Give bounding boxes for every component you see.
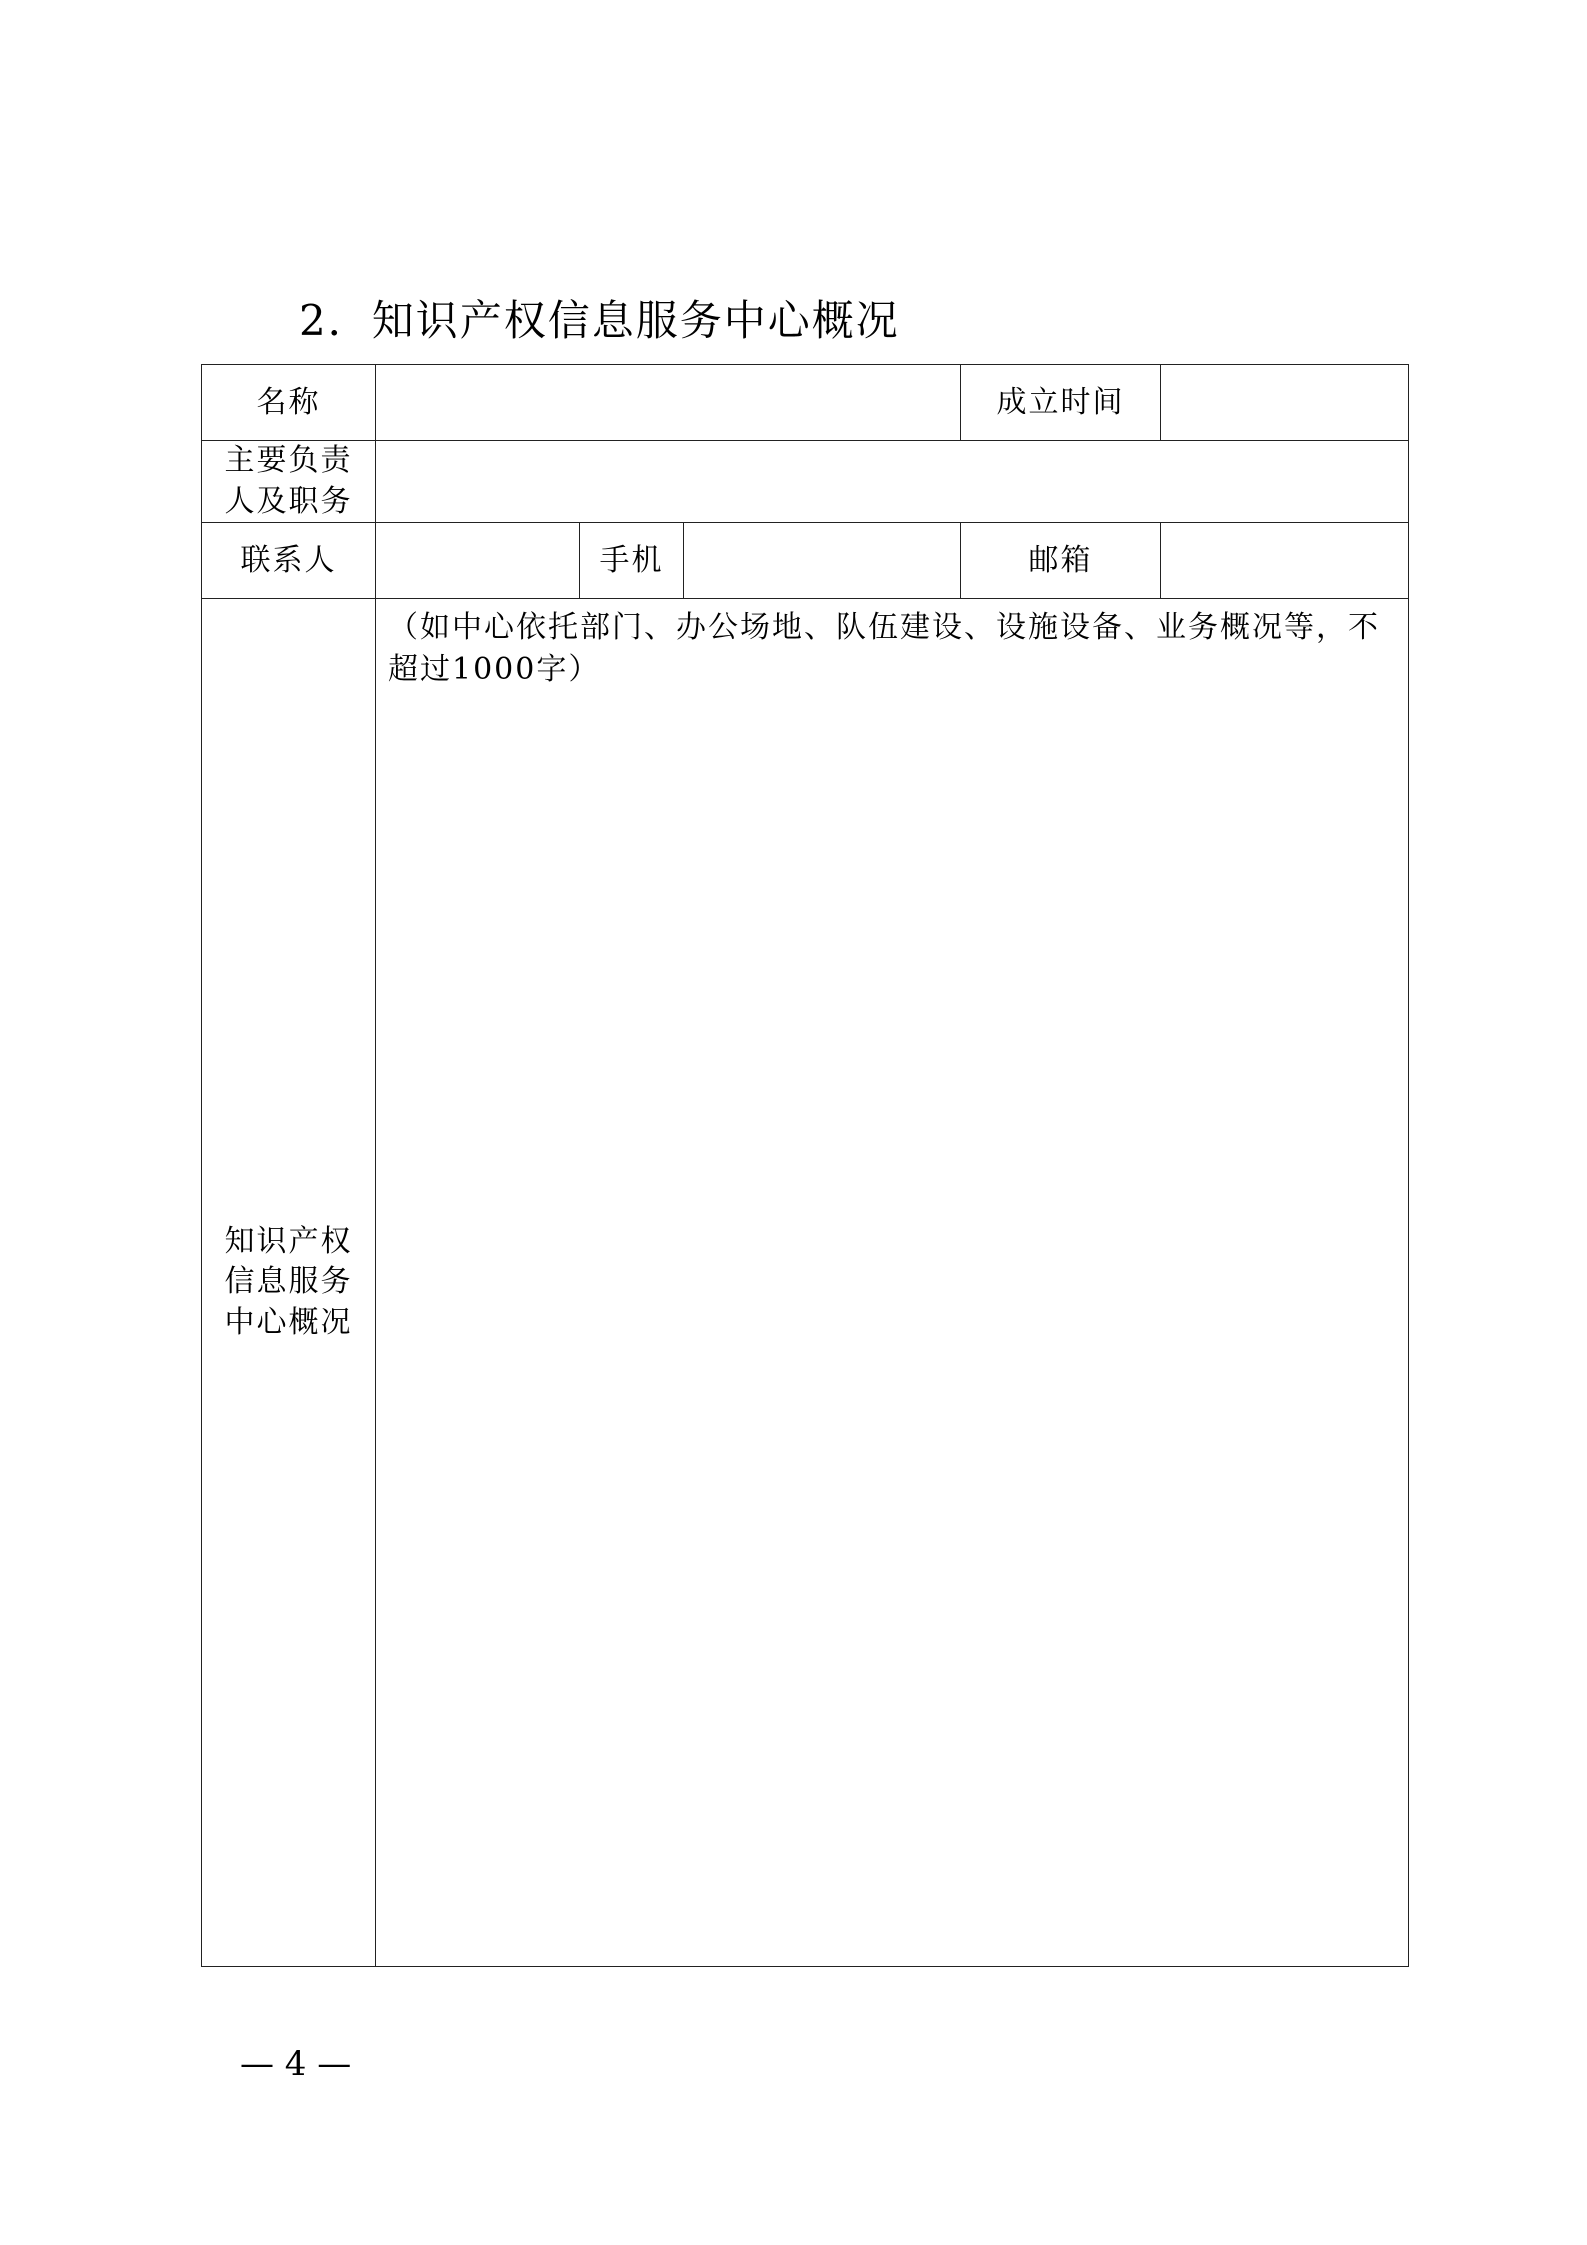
overview-label-line2: 信息服务 — [224, 1264, 353, 1300]
contact-input-cell[interactable] — [376, 523, 580, 599]
email-label: 邮箱 — [961, 523, 1161, 599]
email-input-cell[interactable] — [1161, 523, 1409, 599]
page-number: — 4 — — [240, 2044, 352, 2084]
overview-hint: （如中心依托部门、办公场地、队伍建设、设施设备、业务概况等，不超过1000字） — [388, 610, 1380, 687]
principal-label-line2: 人及职务 — [224, 483, 353, 519]
center-overview-form — [201, 364, 1409, 1967]
overview-label — [202, 599, 376, 1967]
name-label: 名称 — [202, 365, 376, 441]
section-heading: 2．知识产权信息服务中心概况 — [299, 296, 900, 345]
principal-input-cell[interactable] — [376, 441, 1409, 523]
mobile-label: 手机 — [580, 523, 684, 599]
contact-label: 联系人 — [202, 523, 376, 599]
founding-time-label: 成立时间 — [961, 365, 1161, 441]
overview-label-line3: 中心概况 — [224, 1304, 353, 1340]
founding-time-input-cell[interactable] — [1161, 365, 1409, 441]
overview-label-line1: 知识产权 — [224, 1223, 353, 1259]
name-input-cell[interactable] — [376, 365, 961, 441]
overview-input-cell[interactable] — [376, 599, 1409, 1967]
principal-label — [202, 441, 376, 523]
principal-label-line1: 主要负责 — [224, 443, 353, 478]
mobile-input-cell[interactable] — [684, 523, 961, 599]
